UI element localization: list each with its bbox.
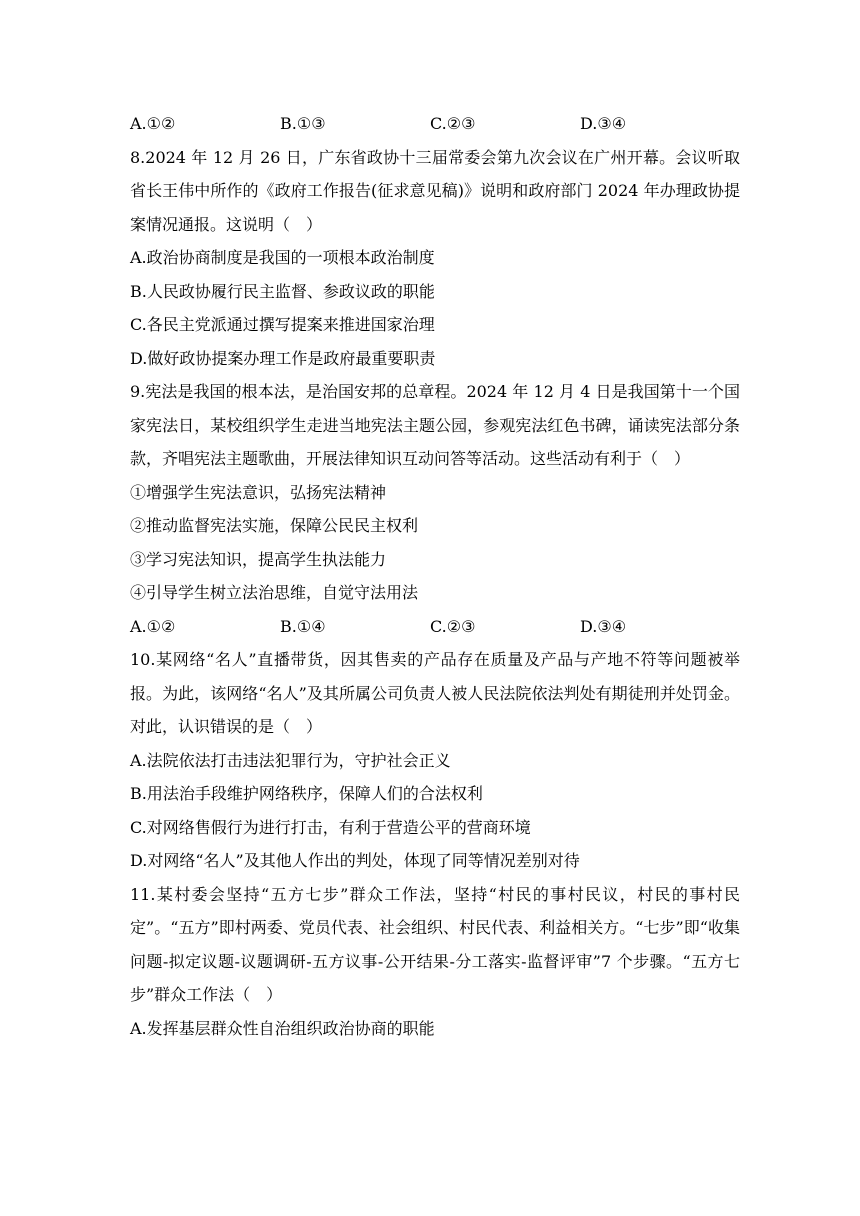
q9-option-c[interactable]: C.②③: [430, 616, 476, 636]
q9-item-2: ②推动监督宪法实施，保障公民民主权利: [130, 516, 419, 535]
q11-stem: 11.某村委会坚持“五方七步”群众工作法，坚持“村民的事村民议，村民的事村民定”。“五方”即村两委、党员代表、社会组织、村民代表、利益相关方。“七步”即“收集问题-拟定议题-议题调研-五方议事-公开结果-分工落实-监督评审”7 个步骤。“五方七步”群众工作法（ ）: [130, 884, 740, 1004]
q7-option-b[interactable]: B.①③: [280, 114, 326, 133]
q8-choice-c[interactable]: C.各民主党派通过撰写提案来推进国家治理: [130, 315, 435, 334]
q7-option-a[interactable]: A.①②: [130, 114, 176, 133]
q9-option-b[interactable]: B.①④: [280, 616, 326, 636]
q10-choice-c[interactable]: C.对网络售假行为进行打击，有利于营造公平的营商环境: [130, 817, 531, 837]
q9-item-4: ④引导学生树立法治思维，自觉守法用法: [130, 583, 419, 602]
q7-option-d[interactable]: D.③④: [580, 114, 627, 133]
q9-option-d[interactable]: D.③④: [580, 616, 627, 636]
q7-options: [130, 107, 740, 141]
q9-stem: 9.宪法是我国的根本法，是治国安邦的总章程。2024 年 12 月 4 日是我国第十一个国家宪法日，某校组织学生走进当地宪法主题公园，参观宪法红色书碑，诵读宪法部分条款，齐唱宪法主题歌曲，开展法律知识互动问答等活动。这些活动有利于（ ）: [130, 382, 740, 468]
q8-stem: 8.2024 年 12 月 26 日，广东省政协十三届常委会第九次会议在广州开幕。会议听取省长王伟中所作的《政府工作报告(征求意见稿)》说明和政府部门 2024 年办理政协提案情况通报。这说明（ ）: [130, 147, 740, 234]
q9-option-a[interactable]: A.①②: [130, 616, 176, 636]
q10-choice-b[interactable]: B.用法治手段维护网络秩序，保障人们的合法权利: [130, 784, 483, 803]
q8-choice-b[interactable]: B.人民政协履行民主监督、参政议政的职能: [130, 281, 435, 301]
q9-options: [130, 610, 740, 644]
q7-option-c[interactable]: C.②③: [430, 114, 476, 133]
q10-stem: 10.某网络“名人”直播带货，因其售卖的产品存在质量及产品与产地不符等问题被举报。为此，该网络“名人”及其所属公司负责人被人民法院依法判处有期徒刑并处罚金。对此，认识错误的是（ ）: [130, 650, 740, 736]
q10-choice-a[interactable]: A.法院依法打击违法犯罪行为，守护社会正义: [130, 750, 451, 770]
q8-choice-a[interactable]: A.政治协商制度是我国的一项根本政治制度: [130, 248, 435, 267]
exam-page: [130, 107, 740, 1045]
q9-item-1: ①增强学生宪法意识，弘扬宪法精神: [130, 482, 387, 502]
q8-choice-d[interactable]: D.做好政协提案办理工作是政府最重要职责: [130, 348, 436, 368]
q10-choice-d[interactable]: D.对网络“名人”及其他人作出的判处，体现了同等情况差别对待: [130, 851, 580, 870]
q11-choice-a[interactable]: A.发挥基层群众性自治组织政治协商的职能: [130, 1018, 435, 1038]
q9-item-3: ③学习宪法知识，提高学生执法能力: [130, 549, 387, 569]
